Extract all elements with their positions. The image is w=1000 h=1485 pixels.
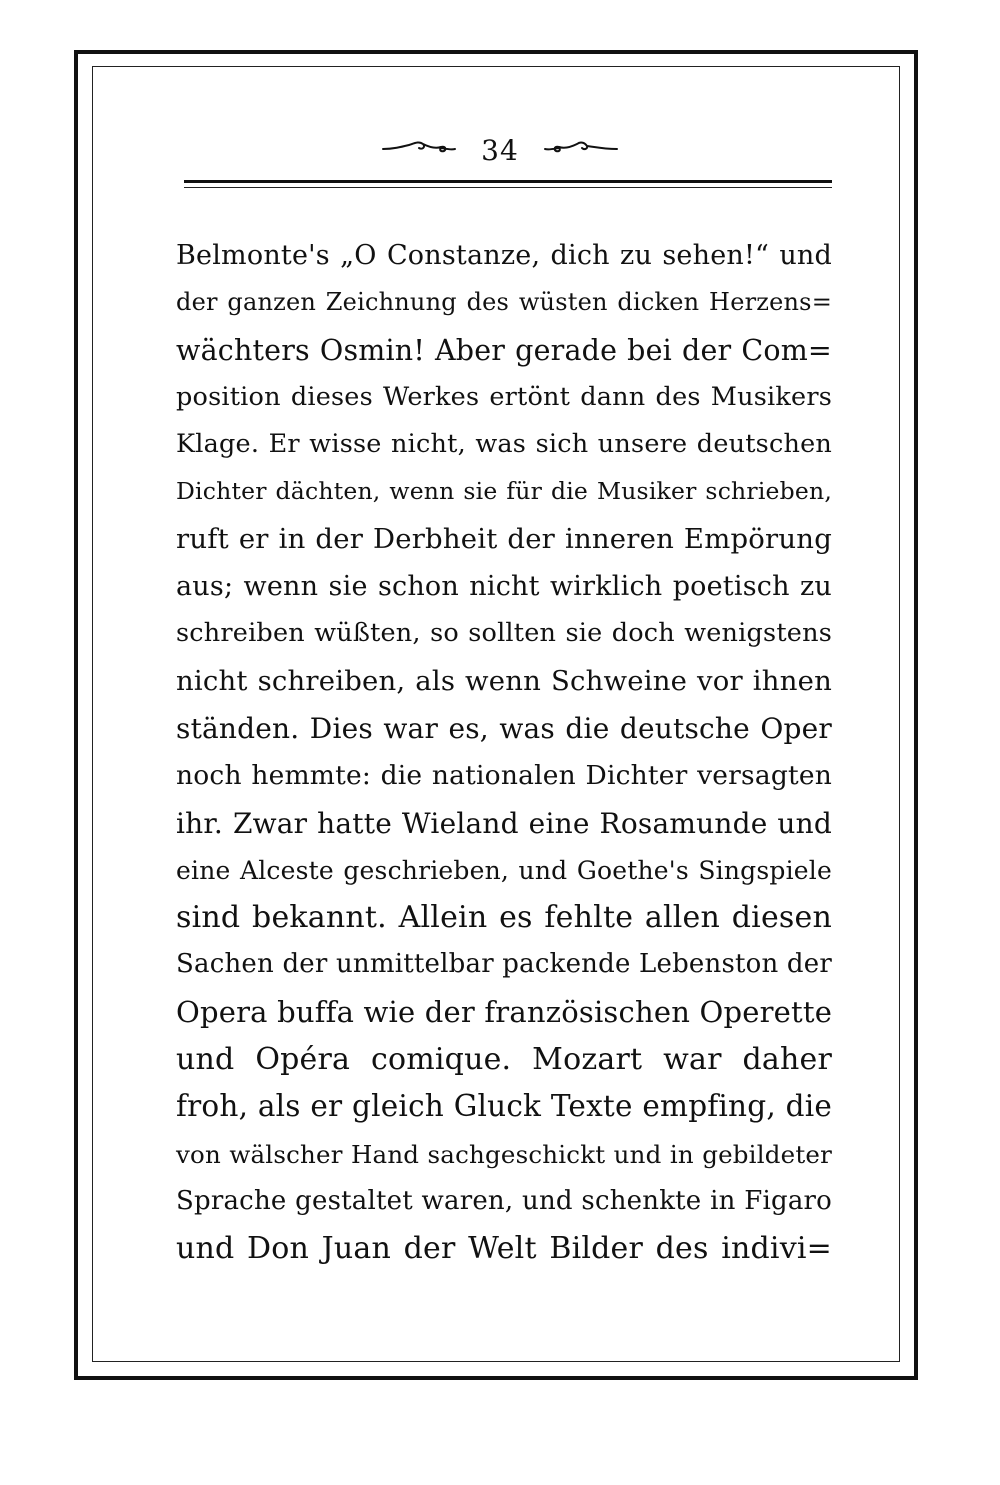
text-line: ruft er in der Derbheit der inneren Empörung — [176, 522, 832, 555]
text-line: und Opéra comique. Mozart war daher — [176, 1042, 832, 1078]
text-line: schreiben wüßten, so sollten sie doch wenigstens — [176, 618, 832, 649]
text-line: Sprache gestaltet waren, und schenkte in Figaro — [176, 1185, 832, 1216]
text-line: noch hemmte: die nationalen Dichter versagten — [176, 760, 832, 792]
text-line: nicht schreiben, als wenn Schweine vor ihnen — [176, 664, 832, 697]
text-line: wächters Osmin! Aber gerade bei der Com= — [176, 333, 832, 367]
header-rule-thick — [184, 180, 832, 183]
text-line: aus; wenn sie schon nicht wirklich poetisch zu — [176, 571, 832, 603]
text-line: sind bekannt. Allein es fehlte allen diesen — [176, 900, 832, 936]
text-line: von wälscher Hand sachgeschickt und in gebildeter — [176, 1139, 832, 1169]
text-line: froh, als er gleich Gluck Texte empfing, die — [176, 1089, 832, 1124]
text-line: Belmonte's „O Constanze, dich zu sehen!“ und — [176, 240, 832, 271]
text-line: Klage. Er wisse nicht, was sich unsere deutschen — [176, 429, 832, 460]
left-flourish-icon — [379, 135, 459, 165]
text-line: ständen. Dies war es, was die deutsche Oper — [176, 711, 832, 745]
text-line: Sachen der unmittelbar packende Lebenston der — [176, 949, 832, 980]
body-text — [176, 232, 832, 1273]
text-line: position dieses Werkes ertönt dann des Musikers — [176, 381, 832, 412]
text-line: Dichter dächten, wenn sie für die Musiker schrieben, — [176, 477, 832, 506]
right-flourish-icon — [541, 135, 621, 165]
text-line: eine Alceste geschrieben, und Goethe's Singspiele — [176, 855, 832, 885]
page-header — [0, 128, 1000, 172]
header-rule-thin — [184, 187, 832, 188]
page-number: 34 — [481, 133, 519, 167]
text-line: ihr. Zwar hatte Wieland eine Rosamunde und — [176, 806, 832, 840]
text-line: Opera buffa wie der französischen Operette — [176, 994, 833, 1029]
text-line: der ganzen Zeichnung des wüsten dicken Herzens= — [176, 288, 832, 317]
text-line: und Don Juan der Welt Bilder des indivi= — [176, 1231, 832, 1267]
